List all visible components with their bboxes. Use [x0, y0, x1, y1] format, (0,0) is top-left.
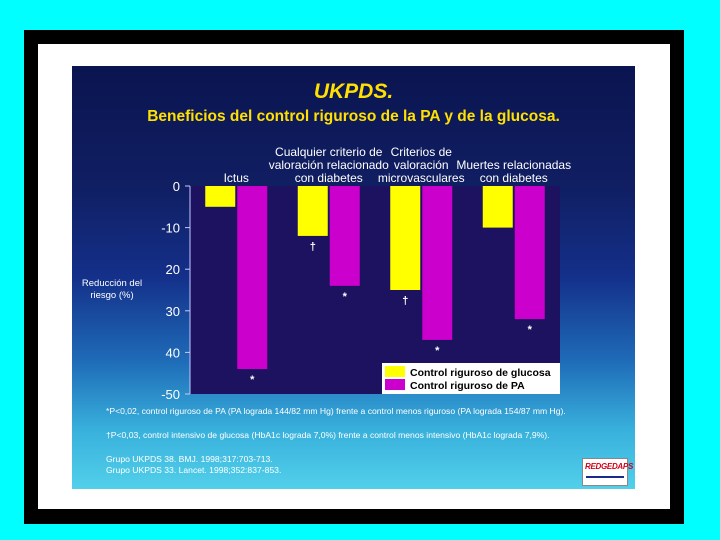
category-label: Muertes relacionadas [456, 158, 572, 172]
legend-swatch [385, 379, 405, 390]
slide [72, 66, 635, 489]
y-tick-label: 0 [172, 179, 180, 194]
significance-marker: * [250, 374, 255, 387]
logo-text: REDGEDAPS [585, 462, 633, 471]
legend-label: Control riguroso de glucosa [410, 367, 551, 379]
slide-subtitle: Beneficios del control riguroso de la PA y de la glucosa. [147, 108, 560, 125]
slide-title: UKPDS. [313, 80, 394, 103]
reference-bmj: Grupo UKPDS 38. BMJ. 1998;317:703-713. [106, 454, 273, 464]
category-label: microvasculares [377, 171, 465, 185]
y-tick-label: -10 [161, 220, 180, 236]
y-tick-label: 30 [165, 303, 180, 319]
legend-label: Control riguroso de PA [410, 380, 525, 392]
y-tick-label: 40 [165, 345, 180, 361]
significance-marker: * [527, 324, 532, 337]
bar-chart [72, 66, 635, 489]
reference-lancet: Grupo UKPDS 33. Lancet. 1998;352:837-853. [106, 465, 282, 475]
category-label: Criterios de [390, 145, 452, 159]
bar-pa [422, 186, 452, 340]
category-label: Ictus [223, 171, 249, 185]
bar-pa [237, 186, 267, 369]
significance-marker: * [342, 290, 347, 303]
category-label: con diabetes [479, 171, 548, 185]
redgedaps-logo [582, 458, 633, 486]
bottom-bar [24, 509, 684, 524]
y-axis-label-line2: riesgo (%) [90, 290, 134, 301]
legend-swatch [385, 366, 405, 377]
y-axis-label-line1: Reducción del [81, 278, 143, 289]
footnote-pa: *P<0,02, control riguroso de PA (PA lograda 144/82 mm Hg) frente a control menos riguroso (PA lograda 154/87 mm Hg). [106, 406, 566, 416]
category-label: valoración relacionado [268, 158, 389, 172]
bar-pa [330, 186, 360, 286]
category-label: valoración [393, 158, 449, 172]
category-label: Cualquier criterio de [275, 145, 383, 159]
significance-marker: † [309, 240, 316, 253]
bar-pa [515, 186, 545, 319]
bar-glucose [298, 186, 328, 236]
bar-glucose [483, 186, 513, 228]
y-tick-label: -50 [161, 387, 180, 402]
bar-glucose [390, 186, 420, 290]
significance-marker: † [402, 295, 409, 307]
footnote-glucose: †P<0,03, control intensivo de glucosa (HbA1c lograda 7,0%) frente a control menos intensivo (HbA1c lograda 7,9%). [106, 430, 550, 440]
y-tick-label: 20 [165, 262, 180, 278]
bar-glucose [205, 186, 235, 207]
significance-marker: * [435, 344, 440, 357]
category-label: con diabetes [294, 171, 363, 185]
